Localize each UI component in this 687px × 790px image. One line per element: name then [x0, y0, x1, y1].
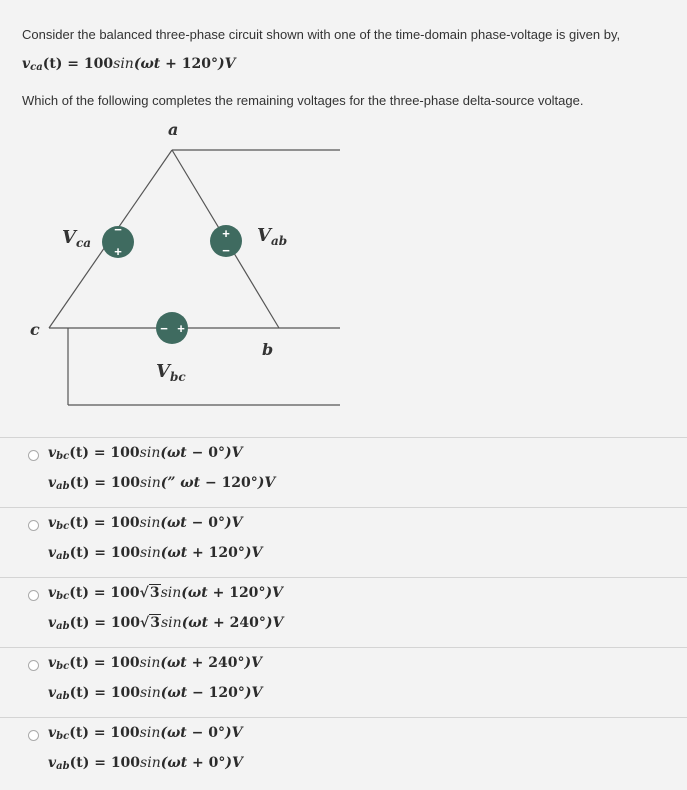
source-vbc-plus: +	[177, 321, 185, 336]
option-1-vab: $v_{ab}(t) = 100\sin$(” ωt − 120°)V	[48, 475, 276, 492]
given-voltage-equation: $v_{ca}(t) = 100\sin(\omega t + 120^\circ)V$	[22, 56, 236, 73]
option-2-vbc: $v_{bc}(t) = 100\sin(\omega t - 0^\circ)V$	[48, 515, 243, 532]
answer-option-5[interactable]	[0, 717, 687, 790]
option-5-vbc: $v_{bc}(t) = 100\sin(\omega t - 0^\circ)V$	[48, 725, 243, 742]
option-3-vab: $v_{ab}(t) = 100√3\sin(\omega t + 240^\circ)V$	[48, 615, 284, 632]
radio-button[interactable]	[28, 590, 39, 601]
source-vbc-minus: −	[160, 321, 168, 336]
delta-circuit-diagram	[0, 115, 687, 415]
source-vab-minus: −	[222, 243, 230, 258]
radio-button[interactable]	[28, 660, 39, 671]
source-vca-minus: −	[114, 222, 122, 237]
source-vca-plus: +	[114, 244, 122, 259]
radio-button[interactable]	[28, 520, 39, 531]
node-a-label: a	[168, 120, 179, 139]
answer-option-4[interactable]	[0, 647, 687, 717]
circuit-wires	[49, 150, 340, 405]
answer-option-1[interactable]	[0, 437, 687, 507]
option-5-vab: $v_{ab}(t) = 100\sin(\omega t + 0^\circ)V$	[48, 755, 243, 772]
option-1-vbc: $v_{bc}(t) = 100\sin(\omega t - 0^\circ)V$	[48, 445, 243, 462]
question-prompt: Which of the following completes the remaining voltages for the three-phase delta-source voltage.	[22, 93, 584, 108]
label-vab: $V_{ab}$	[257, 225, 288, 248]
radio-button[interactable]	[28, 730, 39, 741]
node-c-label: c	[30, 320, 40, 339]
answer-option-3[interactable]	[0, 577, 687, 647]
answer-options	[0, 437, 687, 790]
answer-option-2[interactable]	[0, 507, 687, 577]
label-vca: $V_{ca}$	[62, 227, 92, 250]
source-vab-plus: +	[222, 226, 230, 241]
node-b-label: b	[262, 340, 274, 359]
question-text: Consider the balanced three-phase circuit shown with one of the time-domain phase-voltage is given by,	[22, 27, 621, 42]
radio-button[interactable]	[28, 450, 39, 461]
option-2-vab: $v_{ab}(t) = 100\sin(\omega t + 120^\circ)V$	[48, 545, 263, 562]
option-3-vbc: $v_{bc}(t) = 100√3\sin(\omega t + 120^\circ)V$	[48, 585, 283, 602]
option-4-vbc: $v_{bc}(t) = 100\sin(\omega t + 240^\circ)V$	[48, 655, 262, 672]
option-4-vab: $v_{ab}(t) = 100\sin(\omega t - 120^\circ)V$	[48, 685, 263, 702]
label-vbc: $V_{bc}$	[156, 361, 186, 384]
